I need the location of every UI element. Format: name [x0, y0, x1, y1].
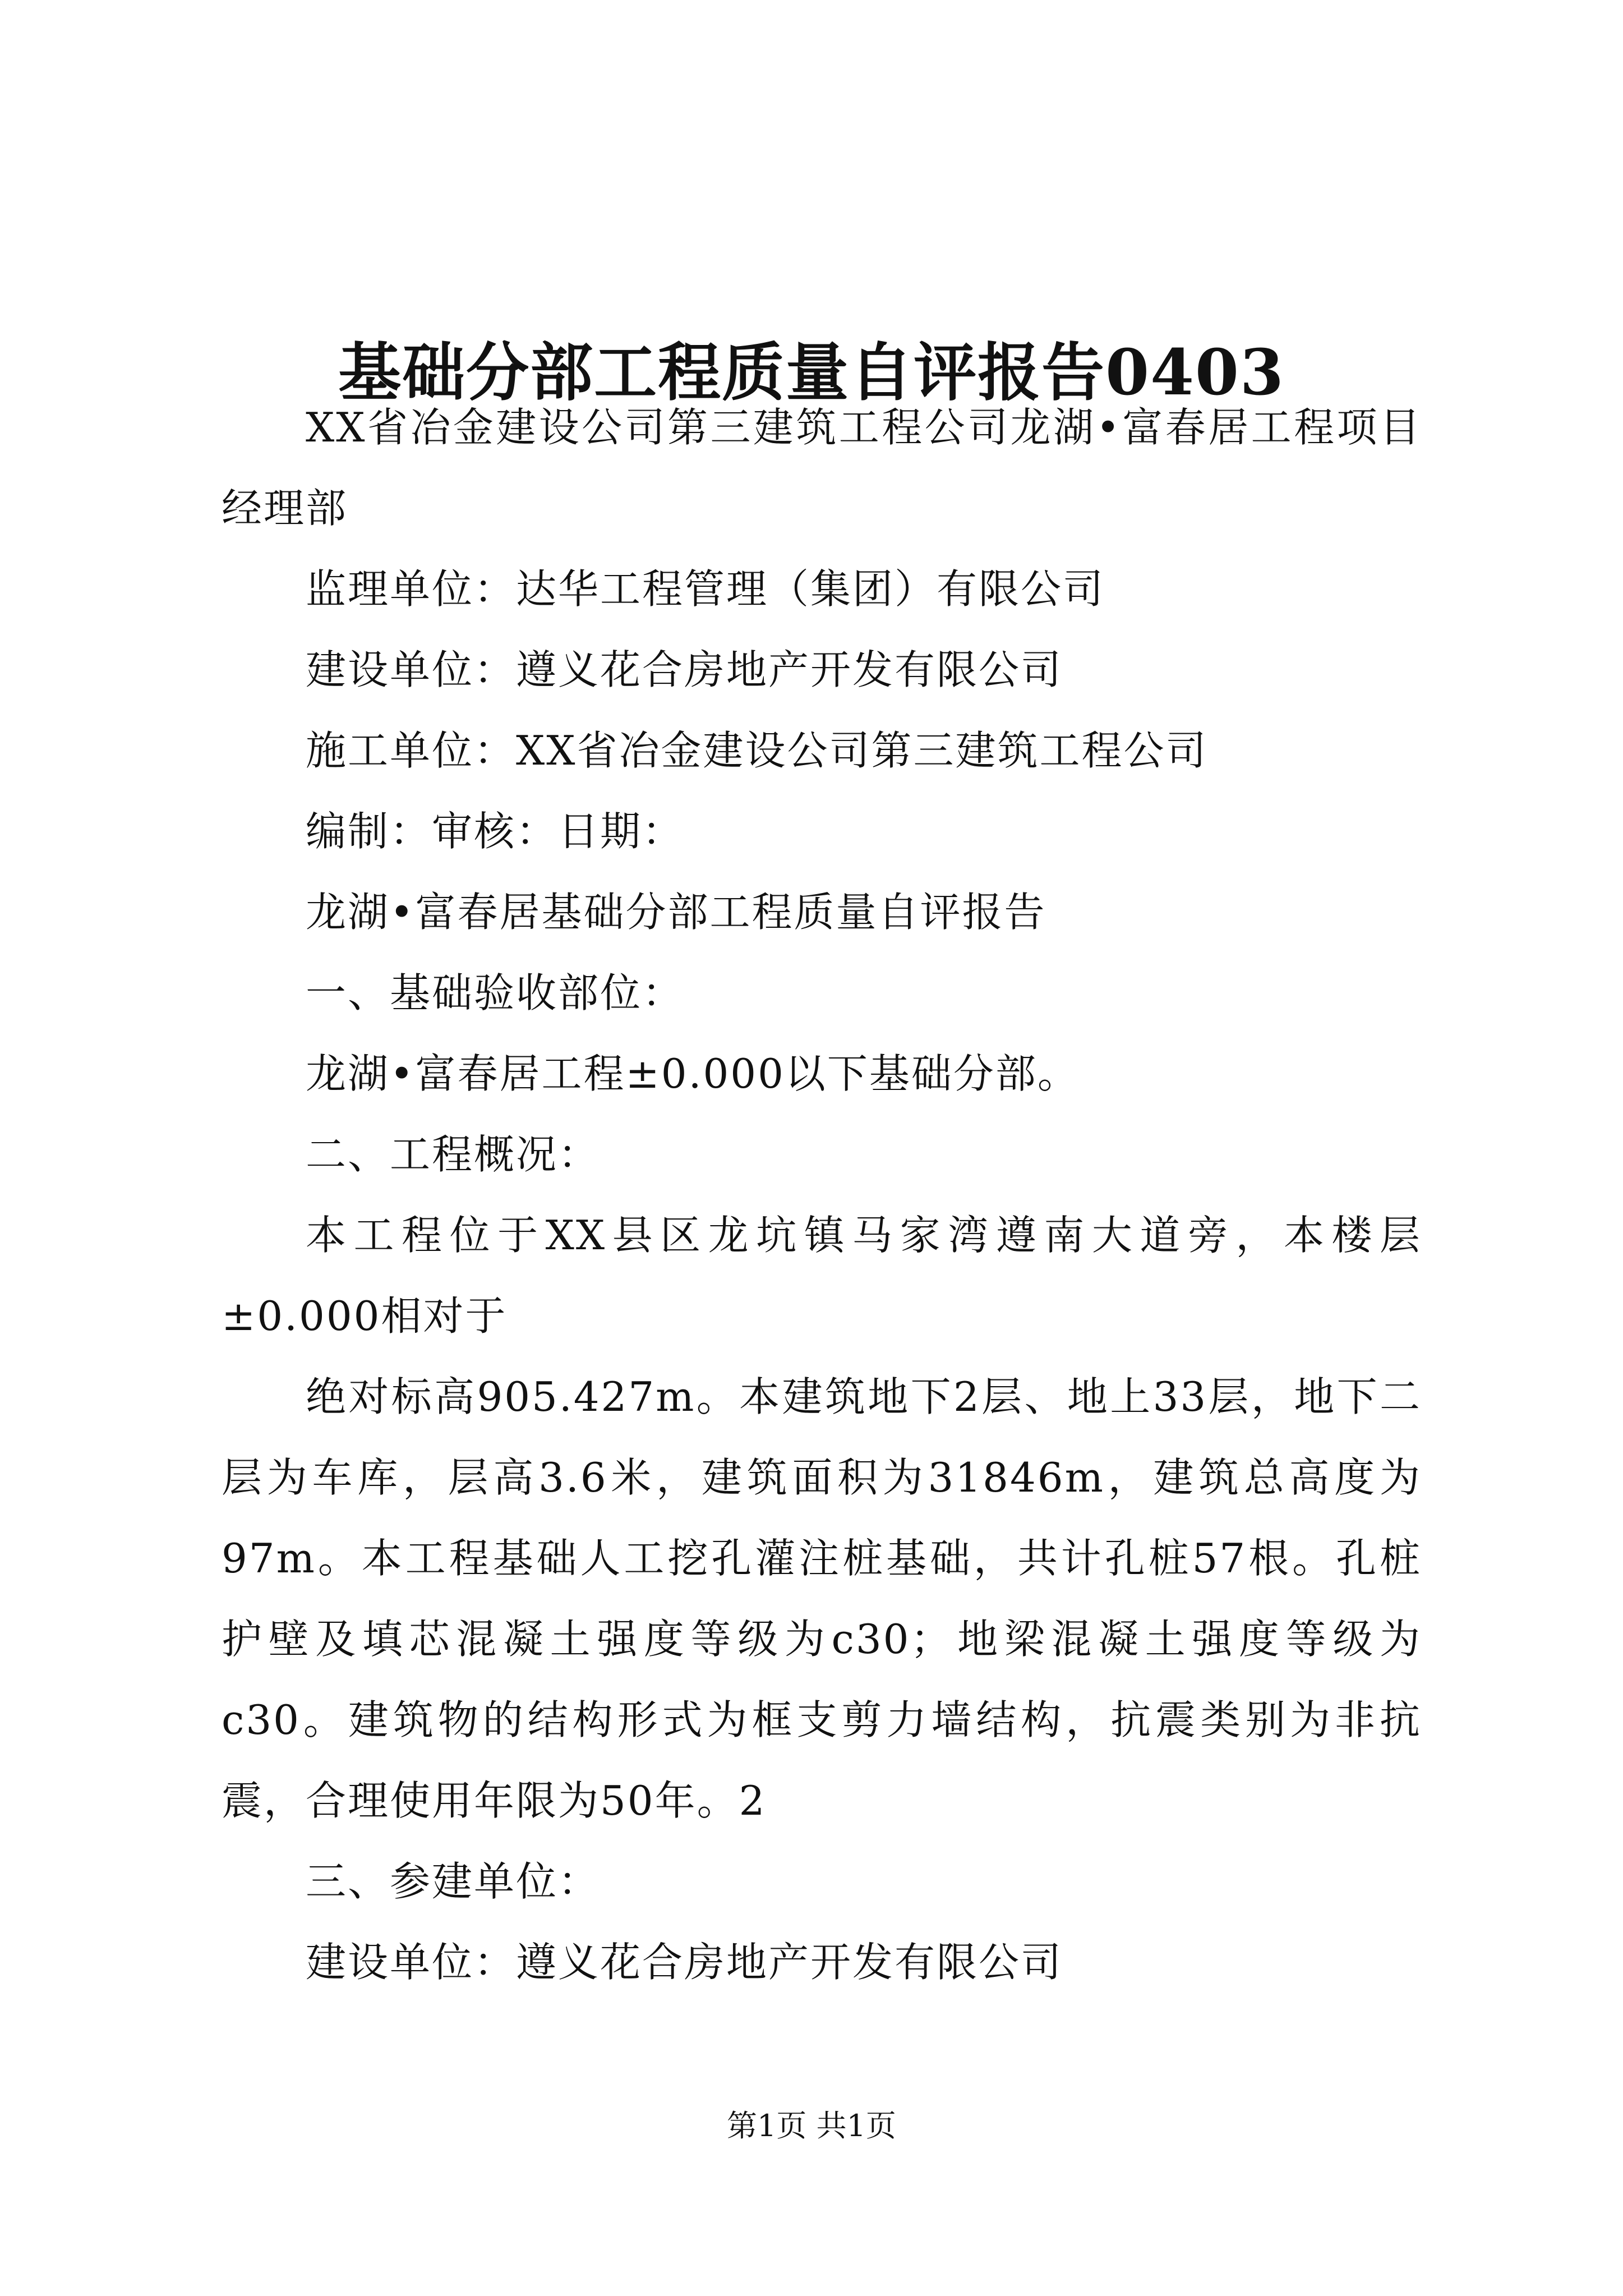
paragraph-signatures: 编制：审核：日期：	[306, 808, 685, 855]
page-footer: 第1页 共1页	[727, 2108, 896, 2143]
paragraph-acceptance-part: 龙湖•富春居工程±0.000以下基础分部。	[306, 1050, 1080, 1097]
paragraph-construction-owner: 建设单位：遵义花合房地产开发有限公司	[306, 646, 1063, 693]
paragraph-overview-details: 绝对标高905.427m。本建筑地下2层、地上33层，地下二层为车库，层高3.6米，建筑面积为31846m，建筑总高度为97m。本工程基础人工挖孔灌注桩基础，共计孔桩57根。孔桩护壁及填芯混凝土强度等级为c30；地梁混凝土强度等级为c30。建筑物的结构形式为框支剪力墙结构，抗震类别为非抗震，合理使用年限为50年。2	[222, 1373, 1422, 1824]
paragraph-location: 本工程位于XX县区龙坑镇马家湾遵南大道旁，本楼层±0.000相对于	[222, 1212, 1422, 1340]
document-title: 基础分部工程质量自评报告0403	[338, 336, 1285, 410]
paragraph-project-department: XX省冶金建设公司第三建筑工程公司龙湖•富春居工程项目经理部	[222, 404, 1422, 532]
paragraph-supervision-unit: 监理单位：达华工程管理（集团）有限公司	[306, 565, 1105, 613]
paragraph-participant-owner: 建设单位：遵义花合房地产开发有限公司	[306, 1939, 1063, 1986]
document-body	[222, 387, 1422, 2003]
section-heading-acceptance-part: 一、基础验收部位：	[306, 969, 685, 1016]
section-heading-participants: 三、参建单位：	[306, 1858, 601, 1905]
section-heading-overview: 二、工程概况：	[306, 1131, 601, 1178]
paragraph-contractor: 施工单位：XX省冶金建设公司第三建筑工程公司	[306, 727, 1208, 774]
paragraph-report-subtitle: 龙湖•富春居基础分部工程质量自评报告	[306, 889, 1046, 936]
